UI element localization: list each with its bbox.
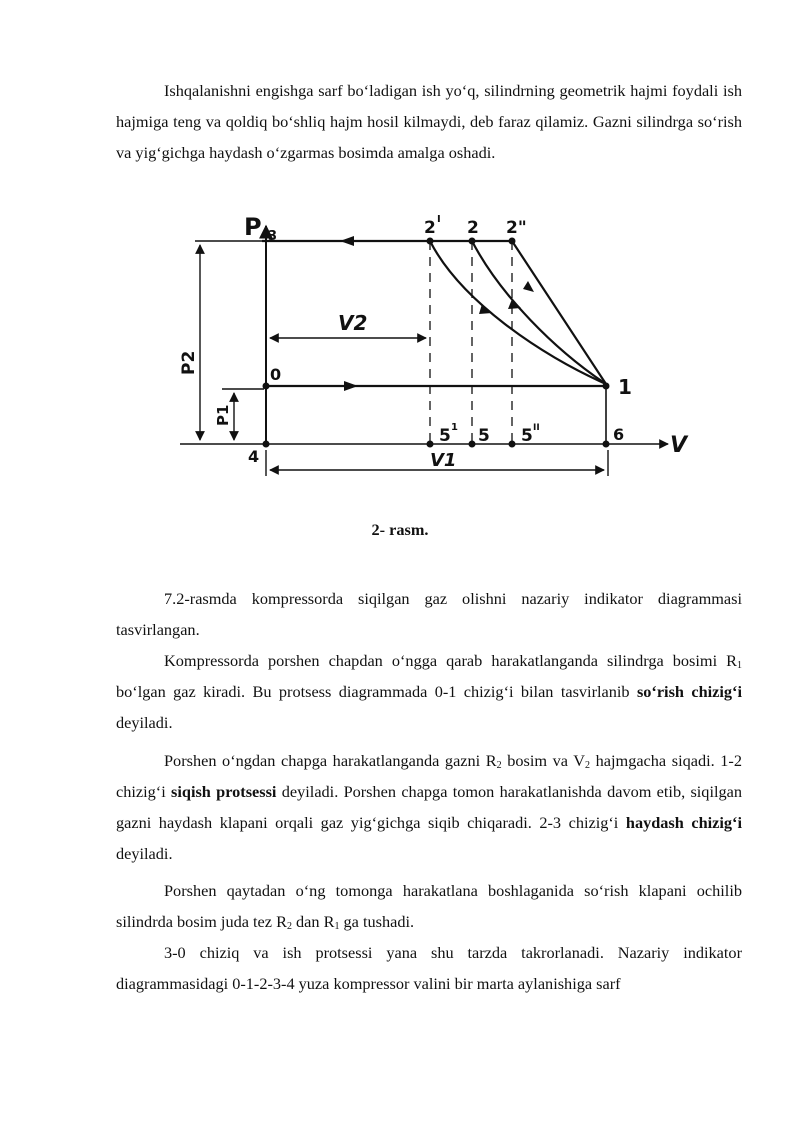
discharge-term: haydash chizig‘i [625, 813, 742, 832]
label-point-6: 6 [613, 425, 625, 444]
label-point-5-prime: 5 [439, 426, 451, 446]
paragraph-compression [116, 745, 742, 869]
paragraph-intro-text: Ishqalanishni engishga sarf bo‘ladigan ish yo‘q, silindrning geometrik hajmi foydali ish hajmiga teng va qoldiq bo‘shliq hajm hosil kilmaydi, deb faraz qilamiz. Gazni silindrga so‘rish va yig‘gichga haydash o‘zgarmas bosimda amalga oshadi. [116, 81, 742, 162]
return-text-a: Porshen qaytadan o‘ng tomonga harakatlana boshlaganida so‘rish klapani ochilib silindrda bosim juda tez R [116, 881, 742, 931]
compression-curve-adiabatic [512, 241, 606, 384]
paragraph-cycle-text: 3-0 chiziq va ish protsessi yana shu tarzda takrorlanadi. Nazariy indikator diagrammasidagi 0-1-2-3-4 yuza kompressor valini bir marta aylanishiga sarf [116, 943, 742, 993]
label-point-2-prime: 2 [424, 218, 436, 238]
label-point-2-double-prime: 2" [506, 218, 527, 238]
label-point-5: 5 [478, 426, 490, 446]
paragraph-cycle [116, 937, 742, 999]
label-point-2: 2 [467, 218, 479, 238]
return-sub-p2: 2 [286, 921, 292, 932]
paragraph-intro [116, 75, 742, 168]
compression-text-e: deyiladi. [116, 844, 173, 863]
label-point-5-double-prime-mark: II [533, 423, 540, 433]
paragraph-return [116, 875, 742, 937]
paragraph-description [116, 583, 742, 645]
compression-text-a: Porshen o‘ngdan chapga harakatlanganda gazni R [164, 751, 497, 770]
suction-text-b: bo‘lgan gaz kiradi. Bu protsess diagrammada 0-1 chizig‘i bilan tasvirlanib [116, 682, 637, 701]
compression-text-b: bosim va V [501, 751, 586, 770]
label-point-5-prime-mark: 1 [451, 422, 458, 433]
figure-caption: 2- rasm. [371, 520, 429, 539]
label-p2: P2 [179, 350, 199, 375]
compression-text-c: hajmgacha siqadi. 1-2 chizig‘i [116, 751, 742, 801]
return-text-b: dan R [291, 912, 335, 931]
suction-text-c: deyiladi. [116, 713, 173, 732]
label-point-4: 4 [248, 447, 260, 466]
compression-text-d: deyiladi. Porshen chapga tomon harakatlanishda davom etib, siqilgan gazni haydash klapani orqali gaz yig‘gichga siqib chiqaradi. 2-3 chizig‘i [116, 782, 743, 832]
label-point-3: 3 [268, 229, 278, 244]
return-text-c: ga tushadi. [339, 912, 415, 931]
paragraph-suction [116, 645, 742, 738]
suction-term: so‘rish chizig‘i [636, 682, 742, 701]
indicator-diagram [160, 200, 700, 490]
label-point-2-prime-mark: I [437, 214, 441, 225]
suction-text-a: Kompressorda porshen chapdan o‘ngga qarab harakatlanganda silindrga bosimi R [164, 651, 737, 670]
compression-sub-v2: 2 [585, 760, 591, 771]
label-point-5-double-prime: 5 [521, 426, 533, 446]
label-v2: V2 [338, 311, 368, 335]
return-sub-p1: 1 [334, 921, 340, 932]
label-v1: V1 [430, 450, 457, 471]
compression-curve-isothermal [430, 241, 606, 384]
compression-sub-p2: 2 [496, 760, 502, 771]
label-point-0: 0 [270, 365, 282, 384]
label-p-axis: P [244, 213, 262, 241]
paragraph-description-text: 7.2-rasmda kompressorda siqilgan gaz olishni nazariy indikator diagrammasi tasvirlangan. [116, 589, 742, 639]
suction-sub-1: 1 [737, 660, 742, 671]
label-v-axis: V [670, 433, 688, 458]
label-p1: P1 [214, 404, 232, 426]
compression-term: siqish protsessi [171, 782, 277, 801]
label-point-1: 1 [618, 375, 632, 399]
